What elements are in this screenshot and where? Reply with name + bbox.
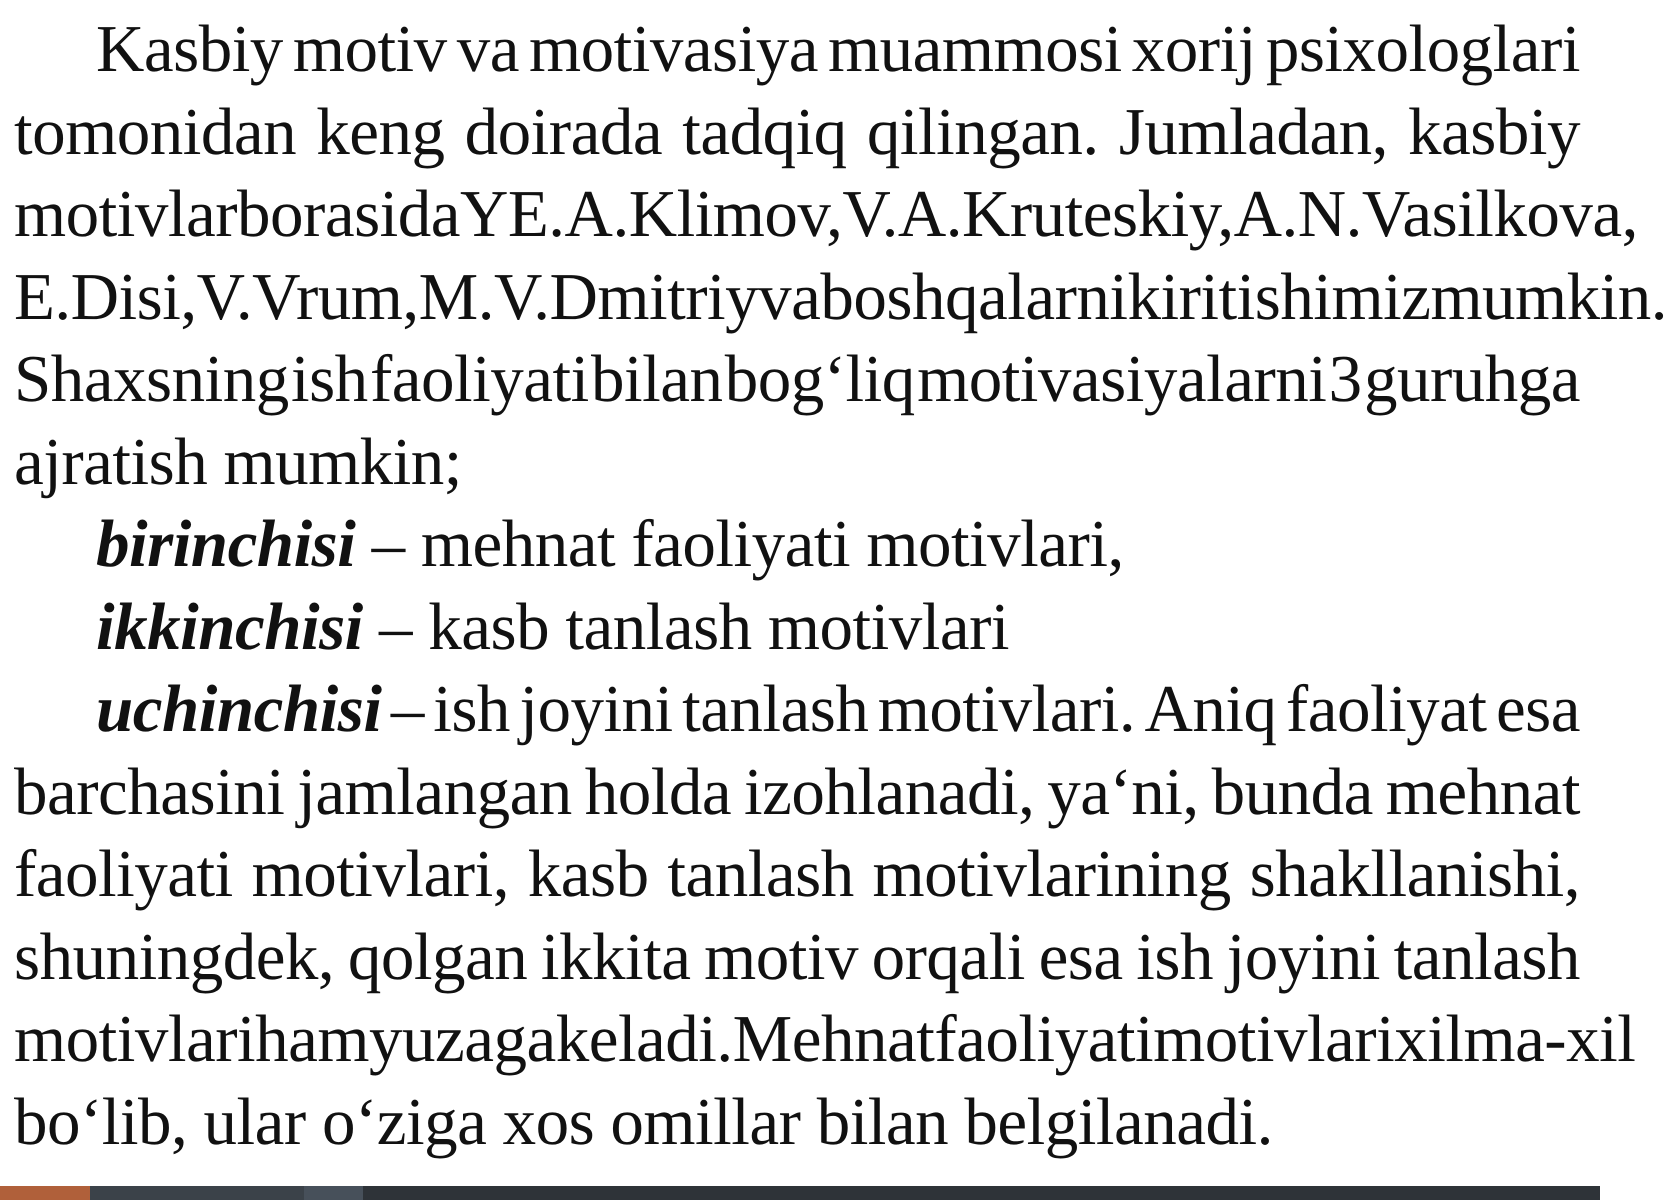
text-line bbox=[14, 173, 1638, 256]
word: kasb bbox=[527, 837, 649, 911]
word: faoliyati bbox=[934, 1002, 1154, 1076]
word: faoliyati bbox=[14, 837, 233, 911]
word: faoliyat bbox=[1285, 672, 1487, 746]
bottom-bar-segment bbox=[0, 1186, 90, 1200]
text-line bbox=[14, 998, 1636, 1081]
word: shakllanishi, bbox=[1249, 837, 1580, 911]
word: Shaxsning bbox=[14, 342, 289, 416]
word: muammosi bbox=[828, 12, 1122, 86]
word: ham bbox=[255, 1002, 369, 1076]
word: motiv bbox=[292, 12, 447, 86]
list-lead-term: uchinchisi bbox=[96, 672, 382, 746]
word: motivlari bbox=[14, 1002, 256, 1076]
word: keladi. bbox=[555, 1002, 733, 1076]
text-line bbox=[14, 586, 1580, 669]
line-text: – kasb tanlash motivlari bbox=[362, 589, 1010, 664]
word: motivlari. bbox=[877, 672, 1136, 746]
word: tanlash bbox=[682, 672, 869, 746]
word: kiritishimiz bbox=[1127, 259, 1431, 334]
bottom-bar-segment bbox=[90, 1186, 304, 1200]
word: M.V.Dmitriy bbox=[418, 259, 759, 334]
word: motivlar bbox=[14, 177, 238, 251]
bottom-bar-segment bbox=[363, 1186, 1600, 1200]
word: joyini bbox=[519, 672, 673, 746]
text-line bbox=[14, 8, 1580, 91]
text-line bbox=[14, 751, 1580, 834]
word: bog‘liq bbox=[724, 342, 915, 416]
word: tomonidan bbox=[14, 94, 297, 169]
word: izohlanadi, bbox=[744, 754, 1035, 829]
text-line bbox=[14, 338, 1580, 421]
word: V.Vrum, bbox=[196, 259, 419, 334]
bottom-bar-segment bbox=[304, 1186, 363, 1200]
word: keng bbox=[316, 94, 445, 169]
line-text: bo‘lib, ular o‘ziga xos omillar bilan belgilanadi. bbox=[14, 1084, 1273, 1159]
word: ikkita bbox=[540, 919, 691, 994]
word: motiv bbox=[704, 919, 858, 994]
text-line bbox=[14, 256, 1667, 339]
word: ya‘ni, bbox=[1047, 754, 1199, 829]
word: borasida bbox=[237, 177, 460, 251]
word: esa bbox=[1495, 672, 1580, 746]
word: ish bbox=[1136, 919, 1213, 994]
bottom-toolbar-strip bbox=[0, 1186, 1600, 1200]
word: V.A.Kruteskiy, bbox=[842, 177, 1234, 251]
word: 3 bbox=[1328, 342, 1362, 416]
list-lead-term: ikkinchisi bbox=[96, 589, 363, 664]
word: motivlarining bbox=[872, 837, 1231, 911]
word: motivasiyalarni bbox=[917, 342, 1327, 416]
word: xilma-xil bbox=[1394, 1002, 1636, 1076]
word: motivasiya bbox=[528, 12, 818, 86]
word: Jumladan, bbox=[1118, 94, 1388, 169]
text-line bbox=[14, 91, 1580, 174]
word: qilingan. bbox=[866, 94, 1099, 169]
word: kasbiy bbox=[1408, 94, 1580, 169]
text-line bbox=[14, 916, 1580, 999]
word: A.N.Vasilkova, bbox=[1233, 177, 1638, 251]
word: jamlangan bbox=[297, 754, 572, 829]
word: psixologlari bbox=[1265, 12, 1580, 86]
word: tadqiq bbox=[682, 94, 847, 169]
word: mehnat bbox=[1385, 754, 1580, 829]
word: motivlari bbox=[1153, 1002, 1395, 1076]
word: joyini bbox=[1226, 919, 1380, 994]
text-line bbox=[14, 1081, 1580, 1164]
word: va bbox=[758, 259, 821, 334]
word: barchasini bbox=[14, 754, 285, 829]
word: Kasbiy bbox=[96, 12, 283, 86]
word: ish bbox=[290, 342, 368, 416]
word: va bbox=[456, 12, 519, 86]
word: tanlash bbox=[1393, 919, 1580, 994]
word: doirada bbox=[464, 94, 663, 169]
word: qolgan bbox=[347, 919, 528, 994]
line-text: ajratish mumkin; bbox=[14, 424, 462, 499]
line-text: – mehnat faoliyati motivlari, bbox=[355, 507, 1124, 581]
word: Mehnat bbox=[732, 1002, 935, 1076]
word: faoliyati bbox=[369, 342, 589, 416]
word: guruhga bbox=[1363, 342, 1580, 416]
list-lead-term: birinchisi bbox=[96, 507, 356, 581]
word: Aniq bbox=[1144, 672, 1277, 746]
document-text bbox=[14, 8, 1667, 1163]
word: esa bbox=[1038, 919, 1123, 994]
word: mumkin. bbox=[1430, 259, 1667, 334]
word: shuningdek, bbox=[14, 919, 335, 994]
word: – bbox=[390, 672, 424, 746]
text-line bbox=[14, 421, 1580, 504]
word: YE.A.Klimov, bbox=[460, 177, 843, 251]
word: holda bbox=[584, 754, 732, 829]
word: tanlash bbox=[667, 837, 854, 911]
word: boshqalarni bbox=[820, 259, 1128, 334]
word: ish bbox=[433, 672, 510, 746]
text-line bbox=[14, 503, 1580, 586]
word: xorij bbox=[1131, 12, 1256, 86]
word: E.Disi, bbox=[14, 259, 197, 334]
word: bunda bbox=[1211, 754, 1373, 829]
word: orqali bbox=[871, 919, 1025, 994]
text-line bbox=[14, 833, 1580, 916]
text-line bbox=[14, 668, 1580, 751]
word: yuzaga bbox=[368, 1002, 556, 1076]
word: motivlari, bbox=[251, 837, 509, 911]
word: bilan bbox=[591, 342, 723, 416]
